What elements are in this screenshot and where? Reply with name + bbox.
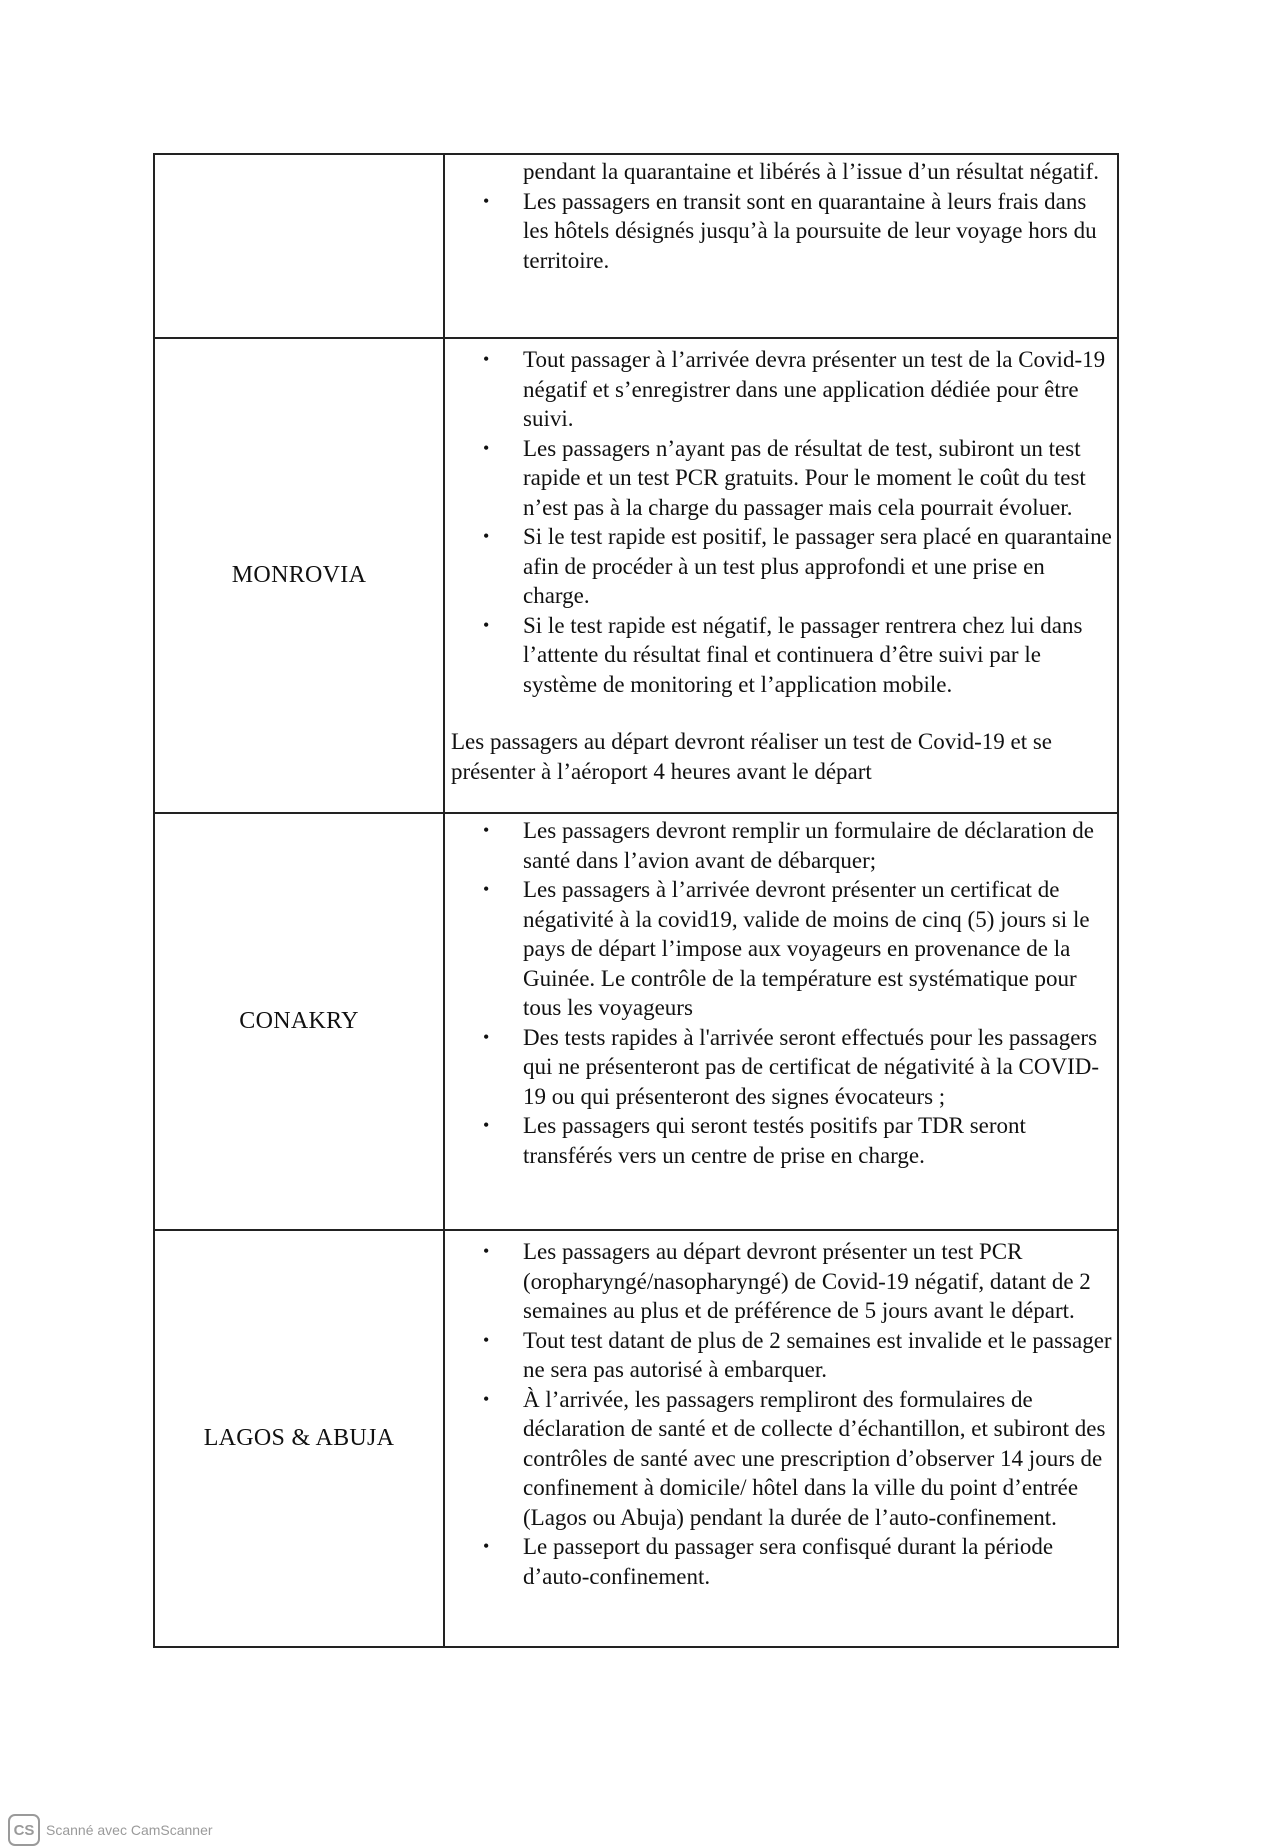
list-item-text: À l’arrivée, les passagers rempliront des formulaires de déclaration de santé et de collecte d’échantillon, et subiront des contrôles de santé avec une prescription d’observer 14 jours de confinement à domicile/ hôtel dans la ville du point d’entrée (Lagos ou Abuja) pendant la durée de l’auto-confinement. xyxy=(523,1386,1106,1530)
city-cell: MONROVIA xyxy=(155,339,445,812)
list-item xyxy=(445,1326,1113,1385)
requirements-cell xyxy=(445,155,1117,337)
bullet-icon: • xyxy=(483,614,490,635)
list-item xyxy=(445,875,1113,1023)
bullet-icon: • xyxy=(483,526,490,546)
bullet-icon: • xyxy=(483,1536,490,1556)
list-item-text: Les passagers au départ devront présenter un test PCR (oropharyngé/nasopharyngé) de Covid-19 négatif, datant de 2 semaines au plus et de préférence de 5 jours avant le départ. xyxy=(523,1239,1091,1323)
bullet-icon: • xyxy=(483,190,490,211)
list-item-text: Les passagers n’ayant pas de résultat de test, subiront un test rapide et un test PCR gratuits. Pour le moment le coût du test n’est pas à la charge du passager mais cela pourrait évoluer. xyxy=(523,435,1086,520)
list-item-text: Si le test rapide est positif, le passager sera placé en quarantaine afin de procéder à un test plus approfondi et une prise en charge. xyxy=(523,524,1112,608)
list-item xyxy=(445,345,1113,434)
city-cell: CONAKRY xyxy=(155,814,445,1229)
requirements-cell xyxy=(445,1231,1117,1646)
list-item xyxy=(445,434,1113,523)
bullet-icon: • xyxy=(483,1329,490,1350)
list-item xyxy=(445,522,1113,611)
city-cell xyxy=(155,155,445,337)
bullet-icon: • xyxy=(483,1388,490,1409)
requirements-list xyxy=(445,816,1113,1170)
city-cell: LAGOS & ABUJA xyxy=(155,1231,445,1646)
list-item-text: pendant la quarantaine et libérés à l’issue d’un résultat négatif. xyxy=(523,159,1100,184)
list-item-text: Les passagers en transit sont en quarantaine à leurs frais dans les hôtels désignés jusqu’à la poursuite de leur voyage hors du territoire. xyxy=(523,188,1097,273)
list-item xyxy=(445,1111,1113,1170)
list-item-text: Tout passager à l’arrivée devra présenter un test de la Covid-19 négatif et s’enregistrer dans une application dédiée pour être suivi. xyxy=(523,347,1106,431)
list-item-text: Les passagers devront remplir un formulaire de déclaration de santé dans l’avion avant de débarquer; xyxy=(523,818,1094,873)
list-item-text: Si le test rapide est négatif, le passager rentrera chez lui dans l’attente du résultat final et continuera d’être suivi par le système de monitoring et l’application mobile. xyxy=(523,612,1083,697)
requirements-list xyxy=(445,157,1113,275)
list-item xyxy=(445,816,1113,875)
list-item xyxy=(445,611,1113,700)
table-row xyxy=(155,337,1117,812)
bullet-icon: • xyxy=(483,349,490,369)
list-item xyxy=(445,1237,1113,1326)
list-item-text: Des tests rapides à l'arrivée seront effectués pour les passagers qui ne présenteront pas de certificat de négativité à la COVID-19 ou qui présenteront des signes évocateurs ; xyxy=(523,1024,1100,1109)
list-item-text: Tout test datant de plus de 2 semaines est invalide et le passager ne sera pas autorisé à embarquer. xyxy=(523,1327,1112,1382)
list-item-text: Les passagers à l’arrivée devront présenter un certificat de négativité à la covid19, valide de moins de cinq (5) jours si le pays de départ l’impose aux voyageurs en provenance de la Guinée. Le contrôle de la température est systématique pour tous les voyageurs xyxy=(523,877,1090,1020)
departure-note: Les passagers au départ devront réaliser un test de Covid-19 et se présenter à l’aéroport 4 heures avant le départ xyxy=(451,729,1052,784)
list-item xyxy=(445,1023,1113,1112)
bullet-icon: • xyxy=(483,879,490,899)
requirements-list xyxy=(445,345,1113,699)
requirements-table xyxy=(153,153,1119,1648)
list-item xyxy=(445,1385,1113,1533)
bullet-icon: • xyxy=(483,437,490,458)
table-row xyxy=(155,812,1117,1229)
table-row xyxy=(155,155,1117,337)
list-item xyxy=(445,1532,1113,1591)
bullet-icon: • xyxy=(483,820,490,840)
list-item-text: Le passeport du passager sera confisqué durant la période d’auto-confinement. xyxy=(523,1534,1054,1589)
camscanner-logo-icon: CS xyxy=(8,1814,40,1846)
requirements-list xyxy=(445,1237,1113,1591)
list-item xyxy=(445,187,1113,276)
requirements-cell xyxy=(445,814,1117,1229)
bullet-icon: • xyxy=(483,1115,490,1135)
list-item xyxy=(445,157,1113,187)
list-item-text: Les passagers qui seront testés positifs par TDR seront transférés vers un centre de prise en charge. xyxy=(523,1113,1026,1168)
watermark-text: Scanné avec CamScanner xyxy=(46,1822,213,1838)
table-row xyxy=(155,1229,1117,1646)
bullet-icon: • xyxy=(483,1241,490,1261)
requirements-cell xyxy=(445,339,1117,812)
scanner-watermark xyxy=(8,1814,213,1846)
bullet-icon: • xyxy=(483,1026,490,1047)
